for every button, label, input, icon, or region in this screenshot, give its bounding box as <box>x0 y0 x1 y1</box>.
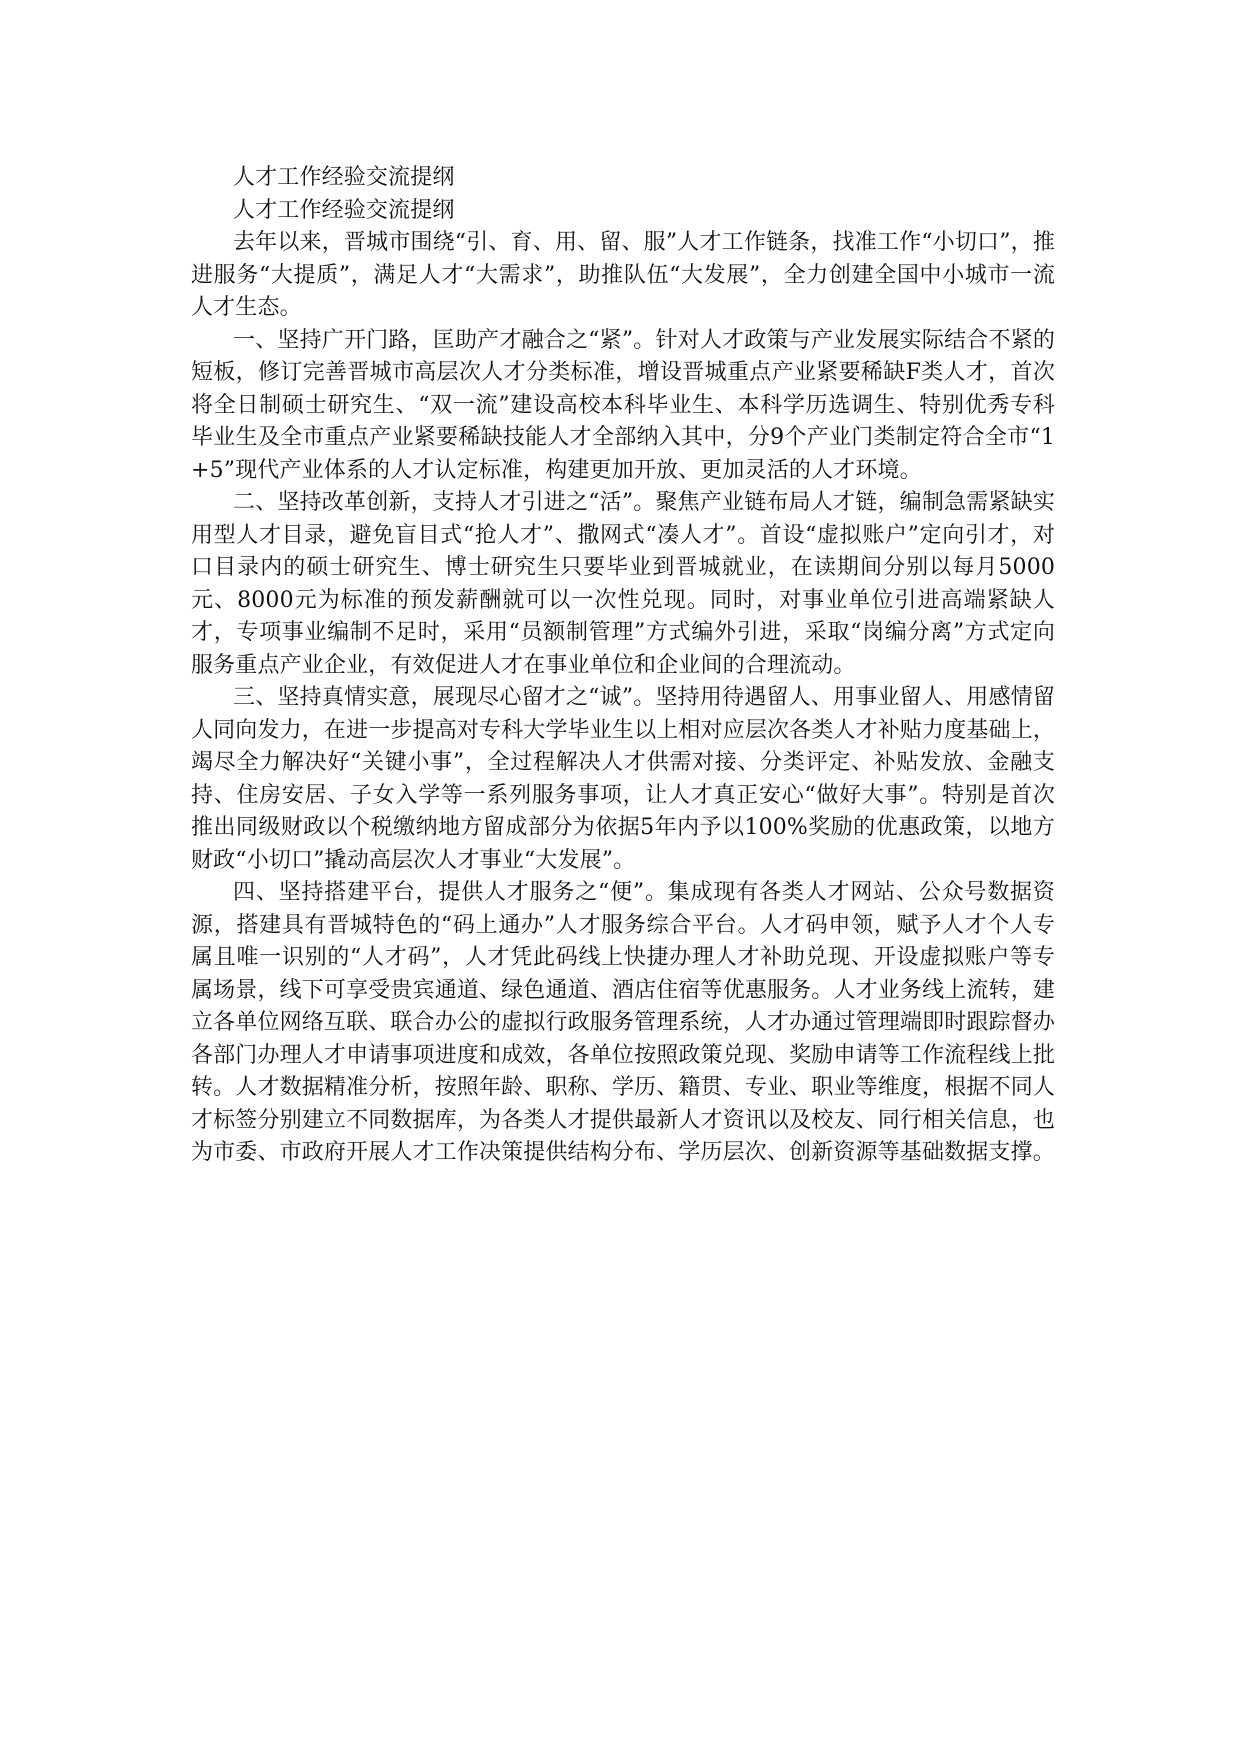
section-3-paragraph: 三、坚持真情实意，展现尽心留才之“诚”。坚持用待遇留人、用事业留人、用感情留人同向发力，在进一步提高对专科大学毕业生以上相对应层次各类人才补贴力度基础上，竭尽全力解决好“关键小事”，全过程解决人才供需对接、分类评定、补贴发放、金融支持、住房安居、子女入学等一系列服务事项，让人才真正安心“做好大事”。特别是首次推出同级财政以个税缴纳地方留成部分为依据5年内予以100%奖励的优惠政策，以地方财政“小切口”撬动高层次人才事业“大发展”。 <box>191 685 1055 873</box>
section-4-paragraph: 四、坚持搭建平台，提供人才服务之“便”。集成现有各类人才网站、公众号数据资源，搭建具有晋城特色的“码上通办”人才服务综合平台。人才码申领，赋予人才个人专属且唯一识别的“人才码”，人才凭此码线上快捷办理人才补助兑现、开设虚拟账户等专属场景，线下可享受贵宾通道、绿色通道、酒店住宿等优惠服务。人才业务线上流转，建立各单位网络互联、联合办公的虚拟行政服务管理系统，人才办通过管理端即时跟踪督办各部门办理人才申请事项进度和成效，各单位按照政策兑现、奖励申请等工作流程线上批转。人才数据精准分析，按照年龄、职称、学历、籍贯、专业、职业等维度，根据不同人才标签分别建立不同数据库，为各类人才提供最新人才资讯以及校友、同行相关信息，也为市委、市政府开展人才工作决策提供结构分布、学历层次、创新资源等基础数据支撑。 <box>191 880 1055 1165</box>
document-body <box>191 162 1055 1170</box>
document-title-repeat: 人才工作经验交流提纲 <box>233 197 455 223</box>
section-2-paragraph: 二、坚持改革创新，支持人才引进之“活”。聚焦产业链布局人才链，编制急需紧缺实用型人才目录，避免盲目式“抢人才”、撒网式“凑人才”。首设“虚拟账户”定向引才，对口目录内的硕士研究生、博士研究生只要毕业到晋城就业，在读期间分别以每月5000元、8000元为标准的预发薪酬就可以一次性兑现。同时，对事业单位引进高端紧缺人才，专项事业编制不足时，采用“员额制管理”方式编外引进，采取“岗编分离”方式定向服务重点产业企业，有效促进人才在事业单位和企业间的合理流动。 <box>191 490 1055 678</box>
document-title: 人才工作经验交流提纲 <box>233 165 455 190</box>
intro-paragraph: 去年以来，晋城市围绕“引、育、用、留、服”人才工作链条，找准工作“小切口”，推进服务“大提质”，满足人才“大需求”，助推队伍“大发展”，全力创建全国中小城市一流人才生态。 <box>191 230 1055 320</box>
section-1-paragraph: 一、坚持广开门路，匡助产才融合之“紧”。针对人才政策与产业发展实际结合不紧的短板，修订完善晋城市高层次人才分类标准，增设晋城重点产业紧要稀缺F类人才，首次将全日制硕士研究生、“双一流”建设高校本科毕业生、本科学历选调生、特别优秀专科毕业生及全市重点产业紧要稀缺技能人才全部纳入其中，分9个产业门类制定符合全市“1+5”现代产业体系的人才认定标准，构建更加开放、更加灵活的人才环境。 <box>191 327 1055 483</box>
